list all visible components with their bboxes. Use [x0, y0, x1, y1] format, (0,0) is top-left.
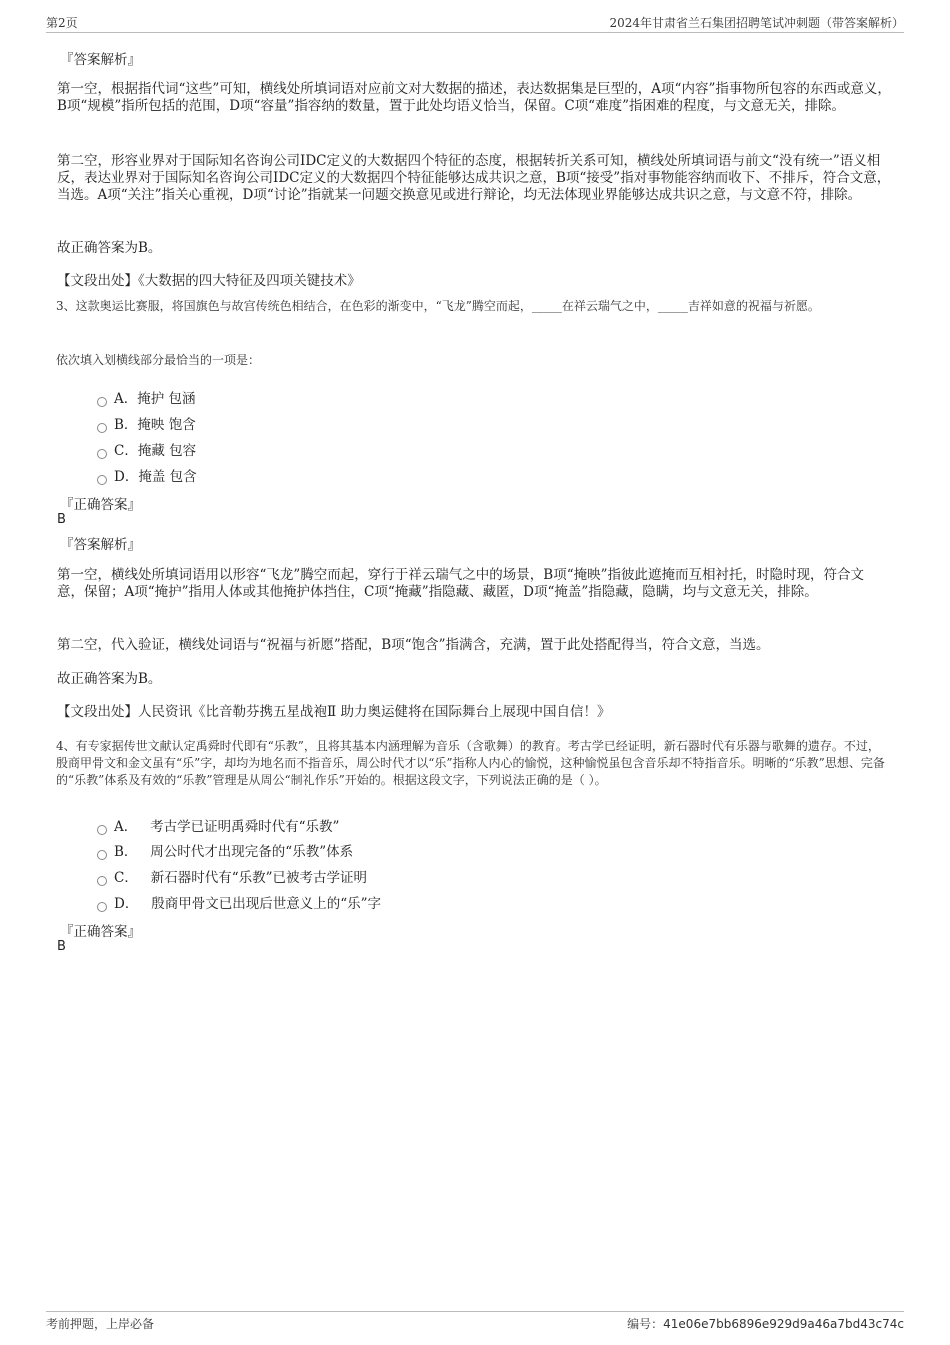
page-number: 第2页: [46, 16, 78, 30]
q2-analysis-label: 『答案解析』: [60, 52, 141, 68]
radio-icon[interactable]: [97, 449, 107, 459]
q2-analysis-para2: 第二空，形容业界对于国际知名咨询公司IDC定义的大数据四个特征的态度，根据转折关系可知，横线处所填词语与前文“没有统一”语义相反，表达业界对于国际知名咨询公司IDC定义的大数据四个特征能够达成共识之意，B项“接受”指对事物能容纳而收下、不排斥，符合文意，当选。A项“关注”指关心重视，D项“讨论”指就某一问题交换意见或进行辩论，均无法体现业界能够达成共识之意，与文意不符，排除。: [57, 153, 891, 203]
radio-icon[interactable]: [97, 850, 107, 860]
q4-correct-label: 『正确答案』: [60, 924, 141, 940]
q3-analysis-para2: 第二空，代入验证，横线处词语与“祝福与祈愿”搭配，B项“饱含”指满含，充满，置于此处搭配得当，符合文意，当选。: [57, 637, 770, 653]
q3-prompt: 依次填入划横线部分最恰当的一项是：: [56, 353, 261, 367]
q2-conclusion: 故正确答案为B。: [57, 240, 162, 256]
option-label: A． 考古学已证明禹舜时代有“乐教”: [114, 819, 340, 835]
q4-stem: 4、有专家据传世文献认定禹舜时代即有“乐教”，且将其基本内涵理解为音乐（含歌舞）的教育。考古学已经证明，新石器时代有乐器与歌舞的遗存。不过，殷商甲骨文和金文虽有“乐”字，却均为地名而不指音乐，周公时代才以“乐”指称人内心的愉悦，这种愉悦虽包含音乐却不特指音乐。明晰的“乐教”思想、完备的“乐教”体系及有效的“乐教”管理是从周公“制礼作乐”开始的。根据这段文字，下列说法正确的是（ ）。: [56, 739, 885, 787]
option-label: C．掩藏 包容: [114, 443, 197, 459]
q4-correct-answer: B: [57, 939, 66, 954]
q3-source: 【文段出处】人民资讯《比音勒芬携五星战袍Ⅱ 助力奥运健将在国际舞台上展现中国自信！》: [57, 704, 611, 720]
option-label: D． 殷商甲骨文已出现后世意义上的“乐”字: [114, 896, 382, 912]
code-value: 41e06e7bb6896e929d9a46a7bd43c74c: [663, 1317, 904, 1331]
q4-option-c[interactable]: [97, 866, 367, 884]
page-header: [46, 14, 904, 33]
q3-conclusion: 故正确答案为B。: [57, 671, 162, 687]
q3-analysis-para1: 第一空，横线处所填词语用以形容“飞龙”腾空而起，穿行于祥云瑞气之中的场景，B项“掩映”指彼此遮掩而互相衬托，时隐时现，符合文意，保留；A项“掩护”指用人体或其他掩护体挡住，C项“掩藏”指隐藏、藏匿，D项“掩盖”指隐藏，隐瞒，均与文意无关，排除。: [57, 567, 865, 600]
q3-correct-answer: B: [57, 512, 66, 527]
q3-option-c[interactable]: [97, 439, 196, 457]
q2-analysis-para1: 第一空，根据指代词“这些”可知，横线处所填词语对应前文对大数据的描述，表达数据集是巨型的，A项“内容”指事物所包容的东西或意义，B项“规模”指所包括的范围，D项“容量”指容纳的数量，置于此处均语义恰当，保留。C项“难度”指困难的程度，与文意无关，排除。: [57, 81, 891, 114]
q4-option-a[interactable]: [97, 815, 339, 833]
radio-icon[interactable]: [97, 397, 107, 407]
q3-analysis-label: 『答案解析』: [60, 537, 141, 553]
radio-icon[interactable]: [97, 902, 107, 912]
option-label: C． 新石器时代有“乐教”已被考古学证明: [114, 870, 368, 886]
q3-correct-label: 『正确答案』: [60, 497, 141, 513]
q4-option-b[interactable]: [97, 840, 353, 858]
code-label: 编号：: [627, 1317, 664, 1331]
q3-option-a[interactable]: [97, 387, 196, 405]
radio-icon[interactable]: [97, 475, 107, 485]
q3-stem: 3、这款奥运比赛服，将国旗色与故宫传统色相结合，在色彩的渐变中，“飞龙”腾空而起，_____在祥云瑞气之中，_____吉祥如意的祝福与祈愿。: [56, 299, 820, 313]
q3-option-d[interactable]: [97, 465, 197, 483]
radio-icon[interactable]: [97, 423, 107, 433]
option-label: B．掩映 饱含: [114, 417, 196, 433]
q4-option-d[interactable]: [97, 892, 381, 910]
footer-code: [627, 1315, 904, 1332]
q3-option-b[interactable]: [97, 413, 196, 431]
radio-icon[interactable]: [97, 825, 107, 835]
radio-icon[interactable]: [97, 876, 107, 886]
option-label: A．掩护 包涵: [114, 391, 196, 407]
q2-source: 【文段出处】《大数据的四大特征及四项关键技术》: [57, 273, 361, 289]
footer-slogan: 考前押题，上岸必备: [46, 1317, 155, 1331]
document-title: 2024年甘肃省兰石集团招聘笔试冲刺题（带答案解析）: [609, 16, 904, 30]
option-label: B． 周公时代才出现完备的“乐教”体系: [114, 844, 354, 860]
option-label: D．掩盖 包含: [114, 469, 197, 485]
page-footer: [46, 1311, 904, 1333]
